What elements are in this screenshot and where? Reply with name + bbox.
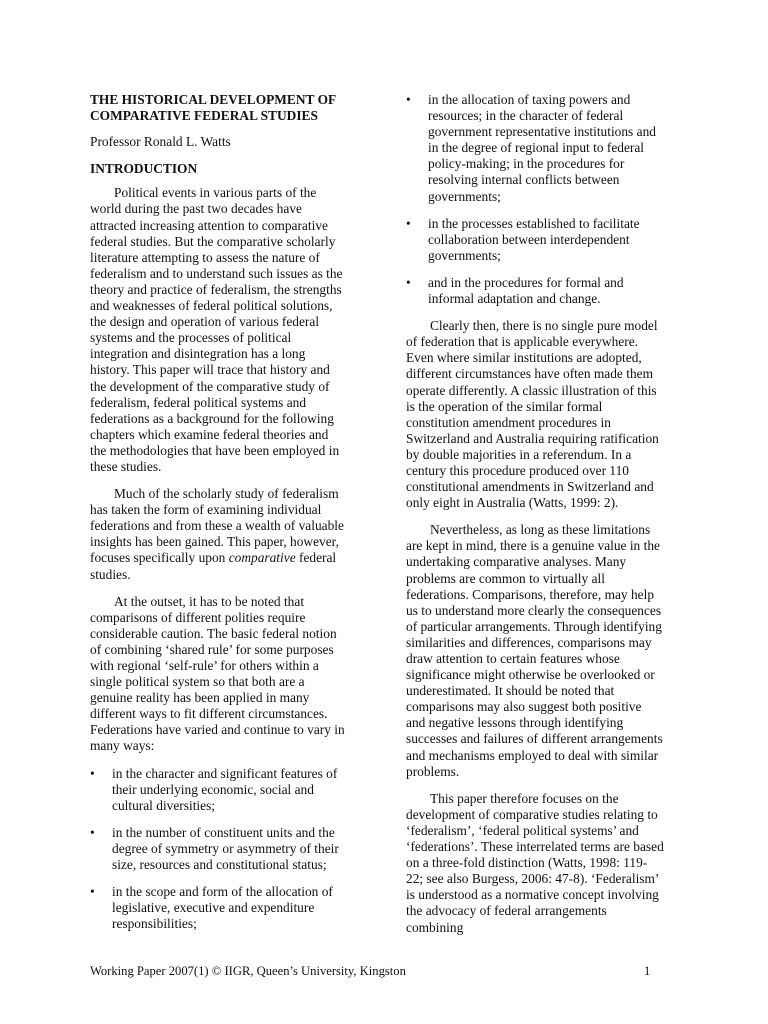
bullet-list — [406, 92, 664, 307]
paragraph: Nevertheless, as long as these limitations are kept in mind, there is a genuine value in the undertaking comparative analyses. Many problems are common to virtually all federations. Comparisons, therefore, may help us to understand more clearly the consequences of particular arrangements. Through identifying similarities and differences, comparisons may draw attention to certain features whose significance might otherwise be overlooked or underestimated. It should be noted that comparisons may also suggest both positive and negative lessons through identifying successes and failures of different arrangements and mechanisms employed to deal with similar problems. — [406, 522, 663, 779]
list-item-text: in the character and significant features of their underlying economic, social and cultural diversities; — [112, 765, 338, 813]
list-item-text: and in the procedures for formal and informal adaptation and change. — [428, 274, 624, 307]
paper-title-line-1: THE HISTORICAL DEVELOPMENT OF — [90, 92, 337, 107]
right-column — [406, 92, 664, 947]
list-item — [90, 825, 348, 873]
list-item — [406, 92, 664, 205]
bullet-icon: • — [90, 765, 95, 781]
paragraph: Political events in various parts of the world during the past two decades have attracted increasing attention to comparative federal studies. But the comparative scholarly literature attempting to assess the nature of federalism and to understand such issues as the theory and practice of federalism, the strengths and weaknesses of federal political solutions, the design and operation of various federal systems and the processes of political integration and disintegration has a long history. This paper will trace that history and the development of the comparative study of federalism, federal political systems and federations as a background for the following chapters which examine federal theories and the methodologies that have been employed in these studies. — [90, 185, 343, 474]
emphasis-text: comparative — [228, 550, 296, 566]
page-number: 1 — [644, 964, 651, 978]
bullet-list — [90, 766, 348, 933]
list-item — [90, 766, 348, 814]
bullet-icon: • — [406, 92, 411, 107]
left-column — [90, 92, 348, 943]
paragraph: At the outset, it has to be noted that comparisons of different polities require considerable caution. The basic federal notion of combining ‘shared rule’ for some purposes with regional ‘self-rule’ for others within a single political system so that both are a genuine reality has been applied in many different ways to fit different circumstances. Federations have varied and continue to vary in many ways: — [90, 593, 345, 754]
paper-title-line-2: COMPARATIVE FEDERAL STUDIES — [90, 108, 318, 124]
author-name: Professor Ronald L. Watts — [90, 134, 231, 150]
bullet-icon: • — [406, 274, 411, 290]
list-item-text: in the allocation of taxing powers and resources; in the character of federal government representative institutions and in the degree of regional input to federal policy-making; in the procedures for resolving internal conflicts between governments; — [428, 92, 656, 204]
list-item-text: in the scope and form of the allocation of legislative, executive and expenditure responsibilities; — [112, 884, 333, 932]
list-item-text: in the number of constituent units and the degree of symmetry or asymmetry of their size, resources and constitutional status; — [112, 824, 339, 873]
list-item-text: in the processes established to facilitate collaboration between interdependent governments; — [428, 215, 640, 263]
list-item — [90, 884, 348, 932]
paragraph-text: Much of the scholarly study of federalism has taken the form of examining individual federations and from these a wealth of valuable insights has been gained. This paper, however, focuses specifically upon — [90, 486, 344, 566]
paragraph-text: federal studies. — [90, 550, 337, 582]
section-heading: INTRODUCTION — [90, 161, 198, 177]
paragraph: Clearly then, there is no single pure model of federation that is applicable everywhere. Even where similar institutions are adopted, different circumstances have often made them operate differently. A classic illustration of this is the operation of the similar formal constitution amendment procedures in Switzerland and Australia requiring ratification by double majorities in a referendum. In a century this procedure produced over 110 constitutional amendments in Switzerland and only eight in Australia (Watts, 1999: 2). — [406, 318, 659, 511]
list-item — [406, 216, 664, 264]
list-item — [406, 275, 664, 307]
bullet-icon: • — [90, 824, 95, 840]
paragraph — [90, 486, 348, 583]
bullet-icon: • — [406, 215, 411, 231]
paper-title — [90, 92, 348, 124]
bullet-icon: • — [90, 884, 95, 900]
paragraph: This paper therefore focuses on the development of comparative studies relating to ‘federalism’, ‘federal political systems’ and ‘federations’. These interrelated terms are based on a three-fold distinction (Watts, 1998: 119-22; see also Burgess, 2006: 47-8). ‘Federalism’ is understood as a normative concept involving the advocacy of federal arrangements combining — [406, 790, 664, 935]
footer-citation: Working Paper 2007(1) © IIGR, Queen’s University, Kingston — [90, 964, 406, 978]
